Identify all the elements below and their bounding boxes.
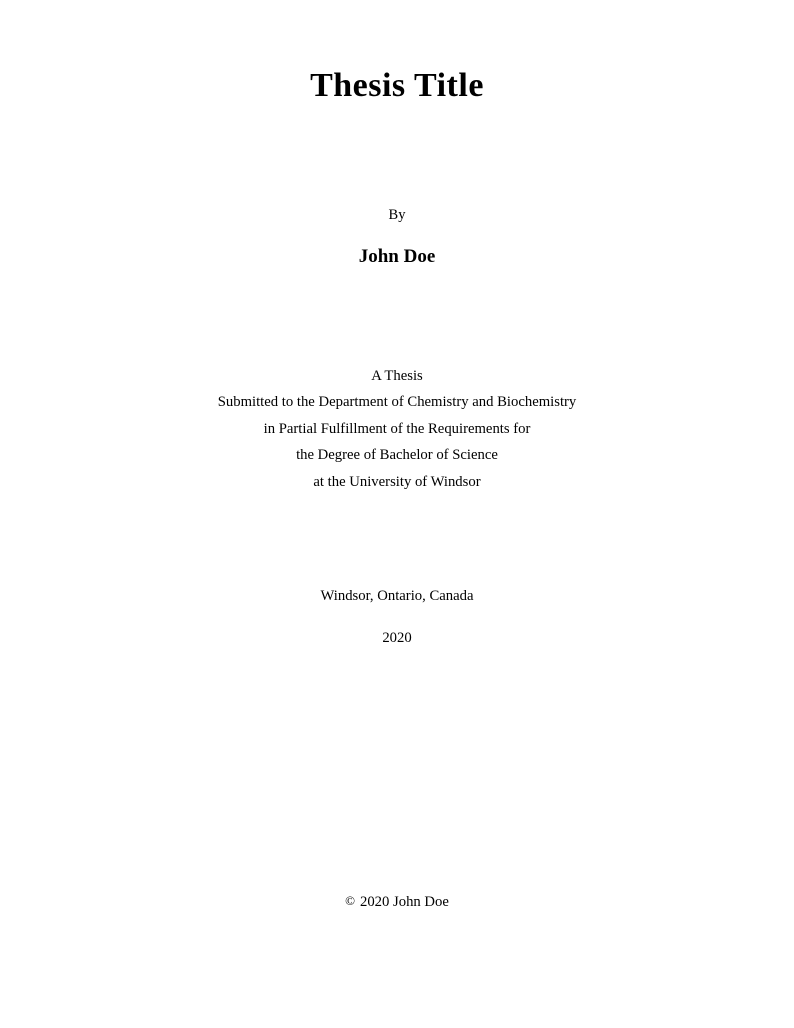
- by-label: By: [388, 207, 406, 223]
- title-block: [0, 66, 794, 107]
- author-name: John Doe: [358, 246, 436, 268]
- statement-line: in Partial Fulfillment of the Requirements for: [263, 420, 531, 437]
- statement-line: at the University of Windsor: [313, 473, 481, 490]
- author-block: [0, 205, 794, 268]
- statement-line: the Degree of Bachelor of Science: [296, 447, 498, 464]
- location-line: Windsor, Ontario, Canada: [320, 588, 474, 604]
- statement-line: Submitted to the Department of Chemistry and Biochemistry: [217, 394, 577, 411]
- copyright-notice: [0, 893, 794, 911]
- copyright-text: 2020 John Doe: [359, 894, 449, 910]
- page-title: Thesis Title: [310, 67, 484, 104]
- year-line: 2020: [382, 629, 412, 646]
- degree-statement-block: [0, 363, 794, 495]
- copyright-icon: ©: [345, 893, 355, 908]
- location-block: [0, 586, 794, 648]
- statement-line: A Thesis: [371, 368, 423, 384]
